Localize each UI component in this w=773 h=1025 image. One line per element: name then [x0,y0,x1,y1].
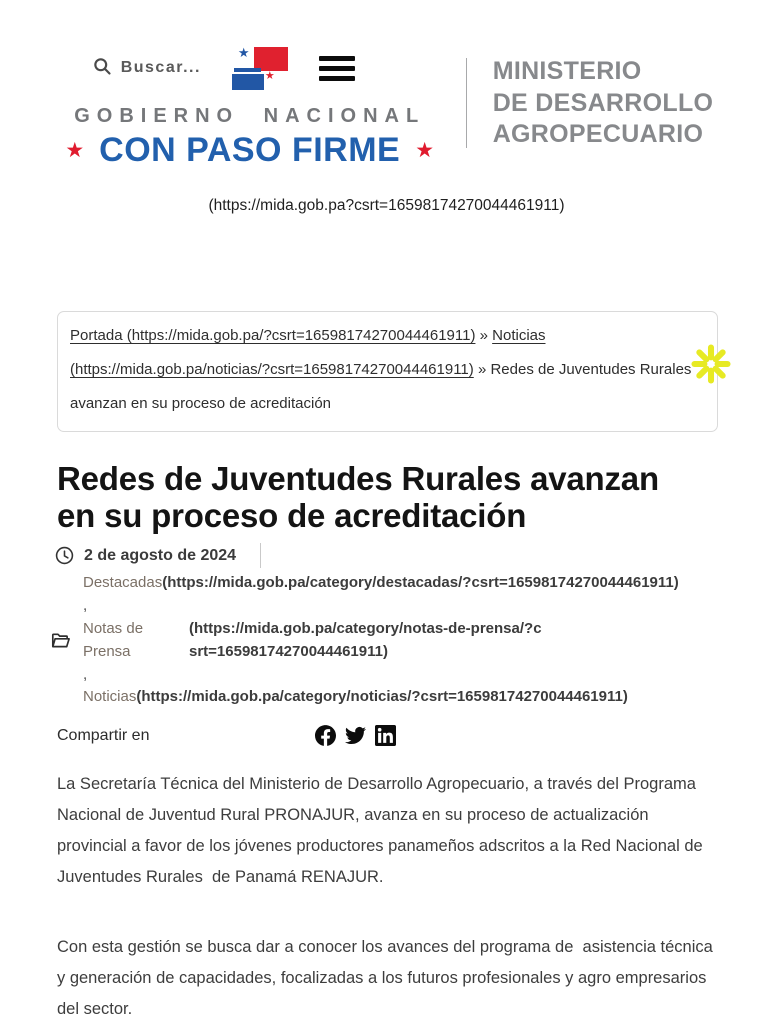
brand-line-gobierno-nacional: GOBIERNO NACIONAL [74,105,426,127]
category-url[interactable]: (https://mida.gob.pa/category/noticias/?csrt=16598174270044461911) [136,688,628,705]
clock-icon [55,546,74,565]
brand-star-right-icon: ★ [415,139,435,162]
category-list [83,572,679,708]
category-item [83,686,679,708]
search-icon [92,56,112,81]
search-control[interactable] [92,56,201,81]
twitter-icon[interactable] [344,725,367,746]
category-separator: , [83,666,88,683]
article-paragraph: Con esta gestión se busca dar a conocer los avances del programa de asistencia técnica y generación de capacidades, focalizadas a los futuros profesionales y agro empresarios del sector. [57,938,718,1018]
page-title [57,460,728,534]
folder-icon [50,572,74,708]
ministry-line3: AGROPECUARIO [492,120,704,148]
linkedin-icon[interactable] [375,725,396,746]
panama-flag-icon [231,45,289,91]
breadcrumb-separator: » [477,361,487,378]
breadcrumb-link-noticias[interactable]: Noticias (https://mida.gob.pa/noticias/?csrt=16598174270044461911) [70,327,546,378]
flag-blue-star: ★ [237,45,250,60]
category-link-noticias[interactable]: Noticias [83,688,137,705]
flag-blue-bar [234,68,261,72]
breadcrumb [57,311,718,432]
category-separator: , [83,597,88,614]
category-url[interactable]: (https://mida.gob.pa/category/notas-de-prensa/?csrt=16598174270044461911) [189,620,542,660]
brand-star-left-icon: ★ [65,139,85,162]
search-input[interactable]: Buscar... [120,59,201,76]
share-label: Compartir en [57,726,150,744]
meta-divider [260,543,261,568]
breadcrumb-current-page: Redes de Juventudes Rurales avanzan en su proceso de acreditación [70,361,692,412]
article-body [57,769,718,1025]
breadcrumb-link-portada[interactable]: Portada (https://mida.gob.pa/?csrt=16598174270044461911) [70,327,476,344]
category-item [83,617,679,663]
article-meta-categories [50,572,730,708]
article-paragraph: La Secretaría Técnica del Ministerio de Desarrollo Agropecuario, a través del Programa Nacional de Juventud Rural PRONAJUR, avanza en su proceso de actualización provincial a favor de los jóvenes productores panameños adscritos a la Red Nacional de Juventudes Rurales de Panamá RENAJUR. [57,775,708,886]
category-link-destacadas[interactable]: Destacadas [83,574,163,591]
facebook-icon[interactable] [315,725,336,746]
hamburger-menu-icon[interactable] [319,56,355,81]
yellow-asterisk-icon [689,342,733,386]
share-row [57,725,716,746]
share-icons [315,725,396,746]
article-meta-date [55,543,773,568]
ministry-line1: MINISTERIO [492,57,642,85]
brand-line-con-paso-firme [60,131,440,170]
brand-logo[interactable] [60,44,440,170]
publish-date: 2 de agosto de 2024 [84,546,237,564]
breadcrumb-separator: » [479,327,488,344]
site-header [0,0,773,170]
ministry-name [493,56,714,151]
flag-red-star: ★ [264,70,275,82]
header-divider [466,58,467,148]
header-top-row [92,44,440,92]
flag-blue-rect [232,74,264,90]
category-url[interactable]: (https://mida.gob.pa/category/destacadas/?csrt=16598174270044461911) [162,574,679,591]
page-title-line1: Redes de Juventudes Rurales avanzan [57,460,659,497]
category-item [83,572,679,594]
ministry-line2: DE DESARROLLO [492,88,714,117]
category-link-notas-de-prensa[interactable]: Notas de Prensa [83,620,144,660]
page-title-line2: en su proceso de acreditación [57,497,527,534]
brand-slogan: CON PASO FIRME [99,131,401,169]
site-url-caption: (https://mida.gob.pa?csrt=16598174270044461911) [208,197,565,214]
